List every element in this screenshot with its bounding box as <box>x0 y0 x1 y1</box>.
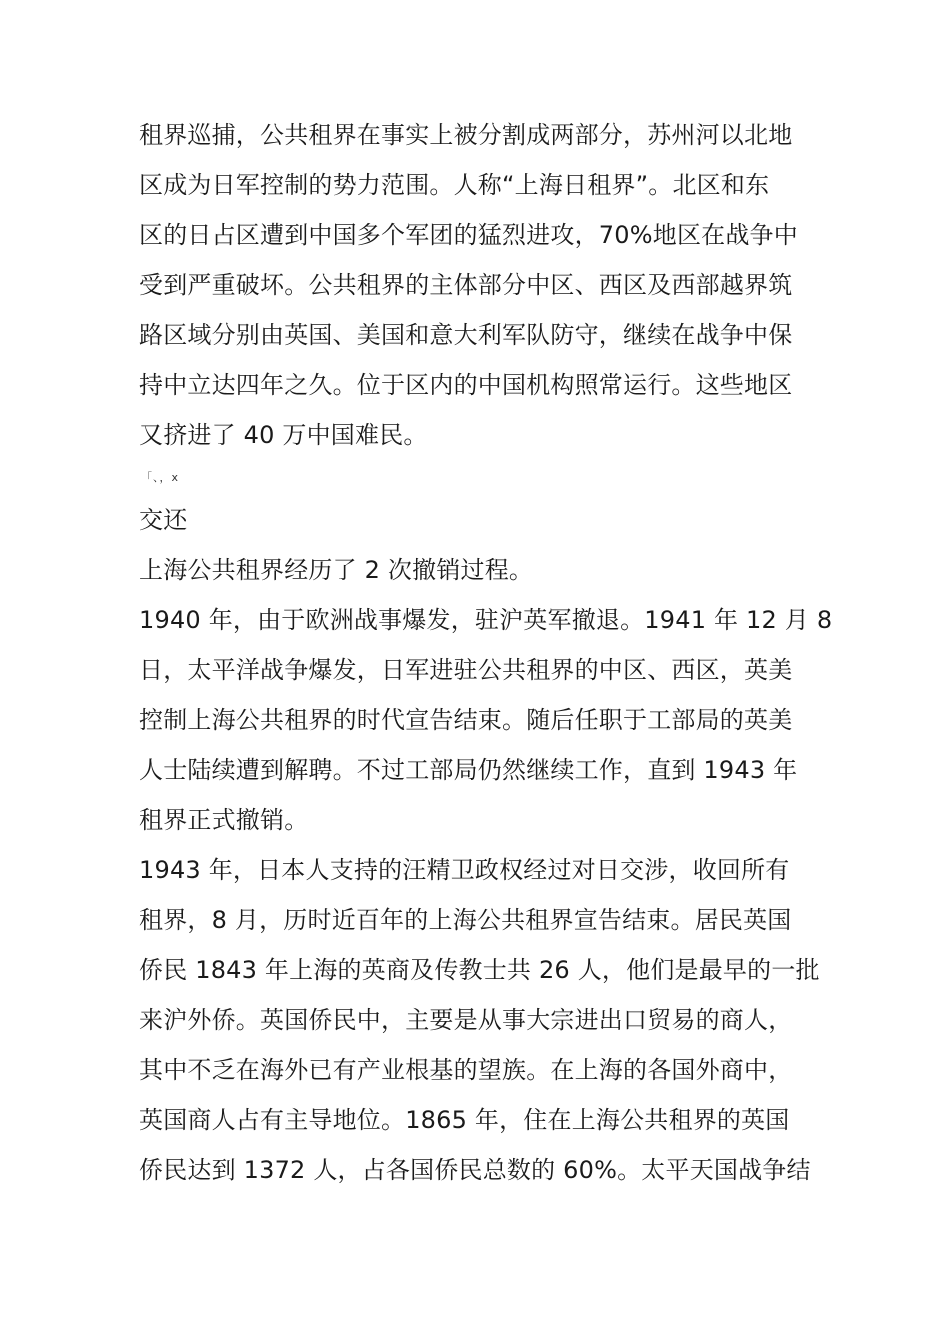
text-line: 侨民 1843 年上海的英商及传教士共 26 人，他们是最早的一批 <box>139 956 820 984</box>
stray-marker-text: 「、，x <box>141 471 180 484</box>
section-heading: 交还 <box>139 506 188 534</box>
paragraph-occupation <box>139 110 819 460</box>
text-line: 侨民达到 1372 人，占各国侨民总数的 60%。太平天国战争结 <box>139 1156 811 1184</box>
text-line: 人士陆续遭到解聘。不过工部局仍然继续工作，直到 1943 年 <box>139 756 798 784</box>
text-line: 英国商人占有主导地位。1865 年，住在上海公共租界的英国 <box>139 1106 790 1134</box>
text-line: 又挤进了 40 万中国难民。 <box>139 421 428 449</box>
text-line: 控制上海公共租界的时代宣告结束。随后任职于工部局的英美 <box>139 706 793 734</box>
text-line: 1943 年，日本人支持的汪精卫政权经过对日交涉，收回所有 <box>139 856 790 884</box>
text-line: 路区域分别由英国、美国和意大利军队防守，继续在战争中保 <box>139 321 793 349</box>
text-line: 日，太平洋战争爆发，日军进驻公共租界的中区、西区，英美 <box>139 656 793 684</box>
text-line: 来沪外侨。英国侨民中，主要是从事大宗进出口贸易的商人， <box>139 1006 793 1034</box>
text-line: 租界，8 月，历时近百年的上海公共租界宣告结束。居民英国 <box>139 906 792 934</box>
section-return <box>139 495 833 1195</box>
text-line: 其中不乏在海外已有产业根基的望族。在上海的各国外商中， <box>139 1056 793 1084</box>
text-line: 持中立达四年之久。位于区内的中国机构照常运行。这些地区 <box>139 371 793 399</box>
text-line: 租界正式撤销。 <box>139 806 309 834</box>
text-line: 租界巡捕，公共租界在事实上被分割成两部分，苏州河以北地 <box>139 121 793 149</box>
text-line: 区的日占区遭到中国多个军团的猛烈进攻，70%地区在战争中 <box>139 221 798 249</box>
text-line: 区成为日军控制的势力范围。人称“上海日租界”。北区和东 <box>139 171 770 199</box>
text-line: 受到严重破坏。公共租界的主体部分中区、西区及西部越界筑 <box>139 271 793 299</box>
paragraph-summary: 上海公共租界经历了 2 次撤销过程。 <box>139 556 534 584</box>
text-line: 1940 年，由于欧洲战事爆发，驻沪英军撤退。1941 年 12 月 8 <box>139 606 833 634</box>
